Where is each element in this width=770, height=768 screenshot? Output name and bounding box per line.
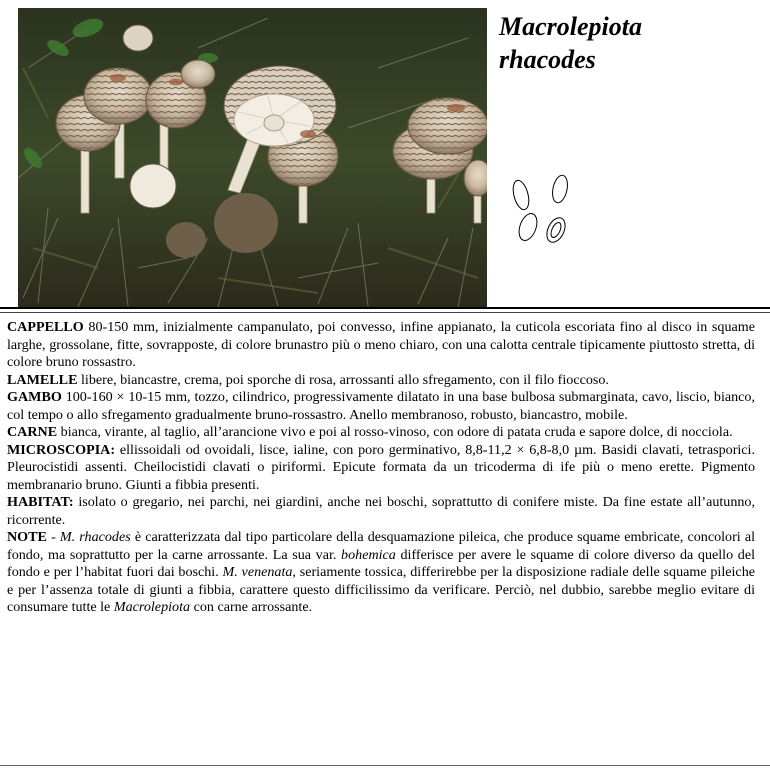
divider-top-thin (0, 312, 770, 313)
carne-label: CARNE (7, 424, 58, 440)
spore-drawing (508, 170, 578, 250)
carne-text: bianca, virante, al taglio, all’arancione vivo e poi al rosso-vinoso, con odore di patata cruda e sapore dolce, di nocciola. (57, 424, 733, 440)
species-epithet: rhacodes (499, 45, 596, 74)
note-italic-1: M. rhacodes (59, 529, 131, 545)
mushroom-photo (18, 8, 487, 307)
spore-1 (510, 179, 531, 212)
habitat-label: HABITAT: (7, 494, 74, 510)
section-habitat (7, 494, 755, 529)
description (7, 319, 755, 617)
note-text-5: con carne arrossante. (190, 599, 313, 615)
lamelle-label: LAMELLE (7, 371, 78, 388)
lamelle-text: libere, biancastre, crema, poi sporche di rosa, arrossanti allo sfregamento, con il filo fioccoso. (77, 371, 609, 388)
section-note (7, 529, 755, 617)
spore-2 (550, 174, 570, 204)
species-title (499, 10, 764, 76)
divider-bottom (0, 765, 770, 766)
cappello-label: CAPPELLO (7, 319, 84, 335)
note-text-1: - (46, 529, 60, 545)
note-text-3: differisce per avere le squame di colore diverso da quello del fondo e per l’habitat fuori dai boschi. (7, 546, 755, 580)
section-gambo (7, 389, 755, 424)
mushroom-illustration (18, 8, 487, 307)
section-carne (7, 424, 755, 442)
note-italic-3: M. venenata, (222, 564, 296, 580)
microscopia-text: ellissoidali od ovoidali, lisce, ialine, con poro germinativo, 8,8-11,2 × 6,8-8,0 µm. Basidi clavati, tetrasporici. Pleurocistidi assenti. Cheilocistidi clavati o piriformi. Epicute formata da un tricoderma di ife più o meno erette. Pigmento membranario bruno. Giunti a fibbia presenti. (7, 441, 755, 493)
gambo-text: 100-160 × 10-15 mm, tozzo, cilindrico, progressivamente dilatato in una base bulbosa submarginata, cavo, liscio, bianco, col tempo o allo sfregamento gradualmente bruno-rossastro. Anello membranoso, robusto, biancastro, mobile. (7, 389, 755, 423)
note-italic-2: bohemica (341, 546, 396, 563)
section-lamelle (7, 372, 755, 390)
gambo-label: GAMBO (7, 389, 62, 405)
spore-4-inner (549, 221, 563, 239)
habitat-text: isolato o gregario, nei parchi, nei giardini, anche nei boschi, soprattutto di conifere miste. Da fine estate all’autunno, ricorrente. (7, 494, 755, 528)
microscopia-label: MICROSCOPIA: (7, 441, 116, 458)
divider-top (0, 307, 770, 309)
note-italic-4: Macrolepiota (113, 599, 191, 615)
section-cappello (7, 319, 755, 372)
spore-3 (516, 211, 541, 243)
section-microscopia (7, 442, 755, 495)
note-text-4: seriamente tossica, differirebbe per la disposizione radiale delle squame pileiche e per l’assenza totale di giunti a fibbia, carattere questo difficilissimo da verificare. Perciò, nel dubbio, sarebbe meglio evitare di consumare tutte le (7, 564, 755, 615)
note-text-2: è caratterizzata dal tipo particolare della desquamazione pileica, che produce squame embricate, concolori al fondo, ma soprattutto per la carne arrossante. La sua var. (7, 529, 756, 563)
species-genus: Macrolepiota (499, 12, 642, 41)
cappello-text: 80-150 mm, inizialmente campanulato, poi convesso, infine appianato, la cuticola escoriata fino al disco in squame larghe, grossolane, fitte, sovrapposte, di colore brunastro più o meno chiaro, con una calotta centrale tipicamente piuttosto stretta, di colore bruno rossastro. (7, 319, 755, 370)
spore-4 (543, 215, 568, 245)
note-label: NOTE (7, 529, 47, 545)
